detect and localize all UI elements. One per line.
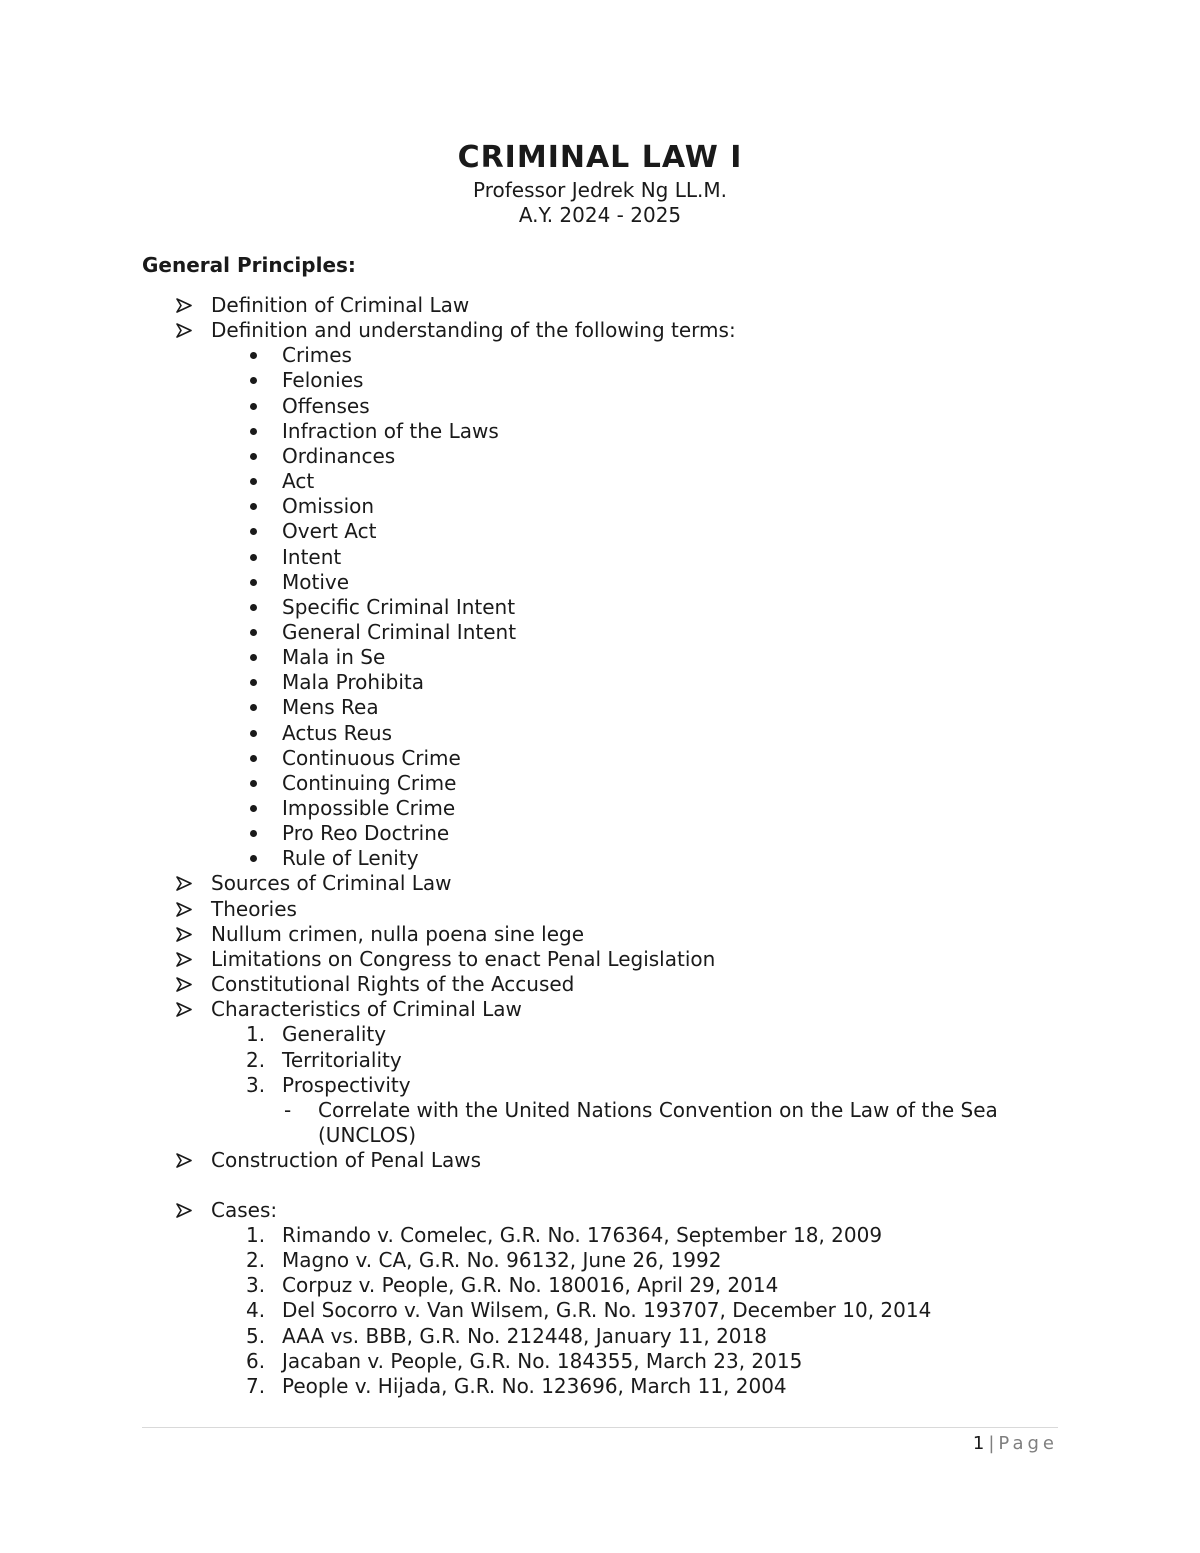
- round-bullet-icon: [246, 645, 266, 670]
- professor-name: Professor Jedrek Ng LL.M.: [473, 178, 727, 202]
- footer-divider: [142, 1427, 1058, 1428]
- item-text: Constitutional Rights of the Accused: [211, 972, 575, 996]
- item-text: Magno v. CA, G.R. No. 96132, June 26, 1992: [282, 1248, 722, 1272]
- arrowhead-bullet-icon: [174, 1198, 198, 1223]
- item-text: Actus Reus: [282, 721, 393, 745]
- item-text: Definition and understanding of the following terms:: [211, 318, 736, 342]
- item-text: Act: [282, 469, 315, 493]
- item-text: Mens Rea: [282, 695, 379, 719]
- item-text: Correlate with the United Nations Convention on the Law of the Sea: [318, 1098, 998, 1122]
- item-text: Del Socorro v. Van Wilsem, G.R. No. 193707, December 10, 2014: [282, 1298, 932, 1322]
- list-number: 2.: [246, 1048, 266, 1072]
- round-bullet-icon: [246, 494, 266, 519]
- item-text: Cases:: [211, 1198, 278, 1222]
- arrowhead-bullet-icon: [174, 922, 198, 947]
- arrowhead-bullet-icon: [174, 318, 198, 343]
- page-label: Page: [998, 1433, 1058, 1454]
- item-text: Nullum crimen, nulla poena sine lege: [211, 922, 584, 946]
- round-bullet-icon: [246, 620, 266, 645]
- document-title: CRIMINAL LAW I: [457, 140, 743, 175]
- item-text: Sources of Criminal Law: [211, 871, 452, 895]
- item-text: Crimes: [282, 343, 352, 367]
- page-number: 1: [972, 1433, 985, 1454]
- item-text: Specific Criminal Intent: [282, 595, 516, 619]
- round-bullet-icon: [246, 419, 266, 444]
- dash-marker: -: [284, 1098, 292, 1122]
- item-text: Rimando v. Comelec, G.R. No. 176364, September 18, 2009: [282, 1223, 883, 1247]
- item-text: Prospectivity: [282, 1073, 411, 1097]
- item-text: Corpuz v. People, G.R. No. 180016, April 29, 2014: [282, 1273, 779, 1297]
- item-text: Continuous Crime: [282, 746, 461, 770]
- list-number: 3.: [246, 1073, 266, 1097]
- list-number: 1.: [246, 1223, 266, 1247]
- list-number: 1.: [246, 1022, 266, 1046]
- round-bullet-icon: [246, 343, 266, 368]
- item-text: Motive: [282, 570, 350, 594]
- item-text: Characteristics of Criminal Law: [211, 997, 522, 1021]
- item-text: Overt Act: [282, 519, 377, 543]
- round-bullet-icon: [246, 394, 266, 419]
- item-text: Construction of Penal Laws: [211, 1148, 482, 1172]
- item-text: Omission: [282, 494, 375, 518]
- round-bullet-icon: [246, 545, 266, 570]
- round-bullet-icon: [246, 670, 266, 695]
- round-bullet-icon: [246, 368, 266, 393]
- item-text: Offenses: [282, 394, 370, 418]
- round-bullet-icon: [246, 846, 266, 871]
- round-bullet-icon: [246, 519, 266, 544]
- item-text: (UNCLOS): [318, 1123, 417, 1147]
- round-bullet-icon: [246, 570, 266, 595]
- round-bullet-icon: [246, 771, 266, 796]
- list-number: 2.: [246, 1248, 266, 1272]
- item-text: People v. Hijada, G.R. No. 123696, March 11, 2004: [282, 1374, 787, 1398]
- item-text: Mala Prohibita: [282, 670, 424, 694]
- item-text: Intent: [282, 545, 342, 569]
- arrowhead-bullet-icon: [174, 972, 198, 997]
- item-text: General Criminal Intent: [282, 620, 517, 644]
- arrowhead-bullet-icon: [174, 947, 198, 972]
- arrowhead-bullet-icon: [174, 1148, 198, 1173]
- item-text: Infraction of the Laws: [282, 419, 499, 443]
- item-text: Territoriality: [282, 1048, 402, 1072]
- item-text: Jacaban v. People, G.R. No. 184355, March 23, 2015: [282, 1349, 803, 1373]
- arrowhead-bullet-icon: [174, 997, 198, 1022]
- list-number: 6.: [246, 1349, 266, 1373]
- list-number: 3.: [246, 1273, 266, 1297]
- item-text: Generality: [282, 1022, 387, 1046]
- round-bullet-icon: [246, 595, 266, 620]
- round-bullet-icon: [246, 695, 266, 720]
- item-text: Continuing Crime: [282, 771, 457, 795]
- list-number: 4.: [246, 1298, 266, 1322]
- round-bullet-icon: [246, 444, 266, 469]
- item-text: Impossible Crime: [282, 796, 456, 820]
- item-text: Rule of Lenity: [282, 846, 419, 870]
- round-bullet-icon: [246, 469, 266, 494]
- arrowhead-bullet-icon: [174, 293, 198, 318]
- arrowhead-bullet-icon: [174, 897, 198, 922]
- academic-year: A.Y. 2024 - 2025: [518, 203, 682, 227]
- item-text: Mala in Se: [282, 645, 386, 669]
- item-text: Definition of Criminal Law: [211, 293, 470, 317]
- list-number: 7.: [246, 1374, 266, 1398]
- item-text: Felonies: [282, 368, 364, 392]
- item-text: Pro Reo Doctrine: [282, 821, 450, 845]
- round-bullet-icon: [246, 821, 266, 846]
- arrowhead-bullet-icon: [174, 871, 198, 896]
- page-footer: [973, 1433, 1058, 1454]
- item-text: Limitations on Congress to enact Penal Legislation: [211, 947, 716, 971]
- footer-separator: |: [988, 1433, 995, 1454]
- item-text: AAA vs. BBB, G.R. No. 212448, January 11, 2018: [282, 1324, 767, 1348]
- round-bullet-icon: [246, 746, 266, 771]
- section-heading: General Principles:: [142, 253, 356, 277]
- item-text: Ordinances: [282, 444, 396, 468]
- list-number: 5.: [246, 1324, 266, 1348]
- item-text: Theories: [211, 897, 297, 921]
- round-bullet-icon: [246, 796, 266, 821]
- round-bullet-icon: [246, 721, 266, 746]
